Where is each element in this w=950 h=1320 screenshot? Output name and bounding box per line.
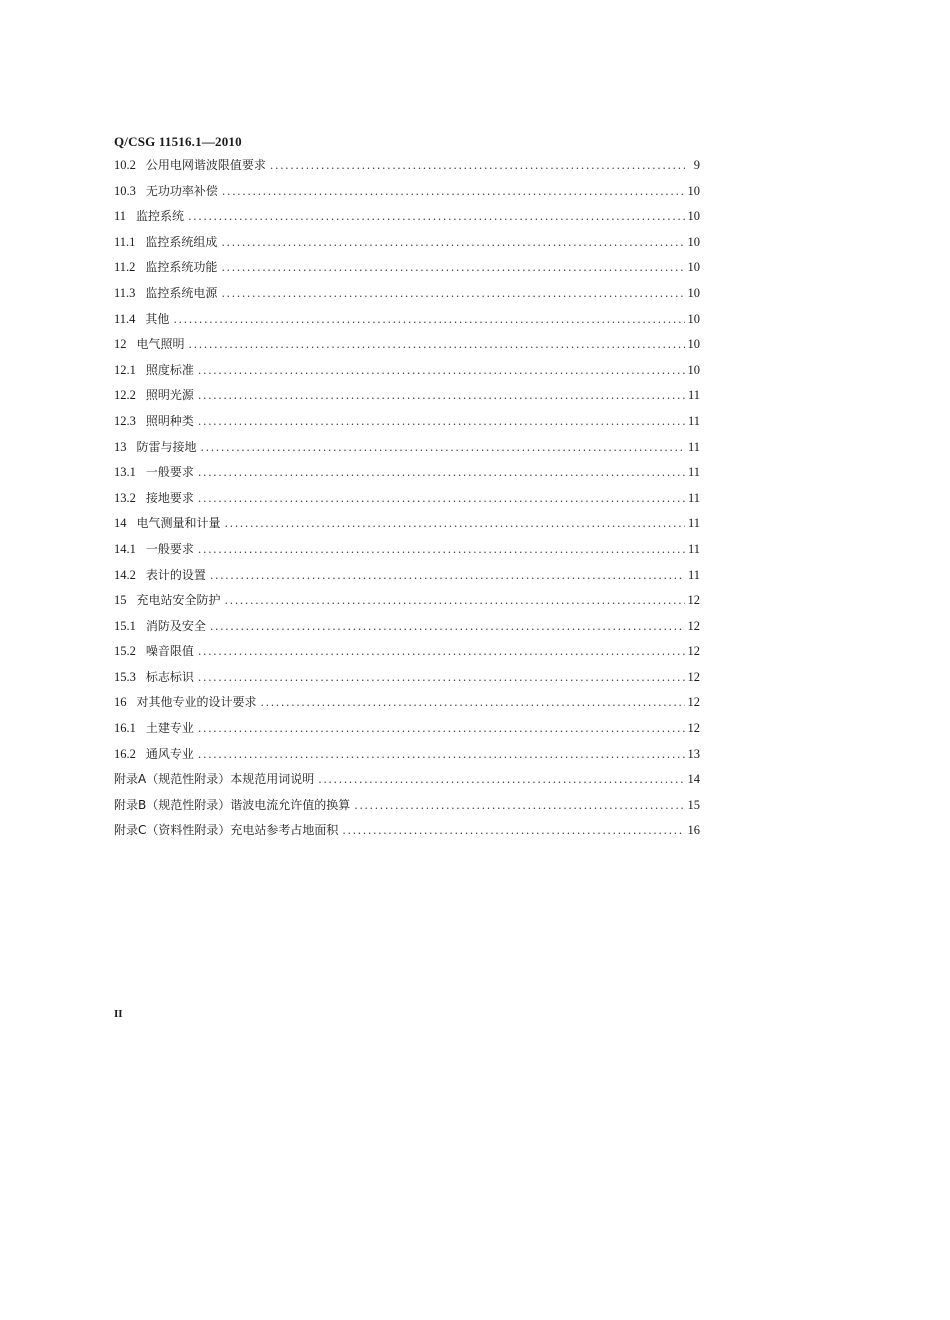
toc-entry-page: 13	[687, 746, 700, 761]
toc-leader-dots	[342, 818, 684, 844]
toc-entry-number: 16	[114, 695, 127, 710]
toc-entry[interactable]	[114, 742, 700, 768]
toc-entry-title: 照明光源	[145, 388, 194, 403]
toc-entry-number: 14	[114, 516, 127, 531]
toc-entry-label	[114, 793, 354, 819]
toc-entry-page: 11	[687, 490, 700, 505]
toc-entry-title: 监控系统	[136, 209, 185, 224]
toc-entry-number: 11.4	[114, 311, 136, 326]
toc-entry-label	[114, 716, 198, 742]
toc-leader-dots	[354, 793, 684, 819]
toc-entry-page: 10	[687, 285, 700, 300]
toc-entry-title: 其他	[145, 311, 170, 326]
toc-entry-page: 10	[687, 337, 700, 352]
toc-leader-dots	[261, 690, 685, 716]
page-number: II	[114, 1008, 123, 1020]
toc-leader-dots	[198, 716, 685, 742]
toc-entry-page: 9	[693, 158, 700, 172]
toc-leader-dots	[210, 614, 685, 640]
toc-entry-title: 公用电网谐波限值要求	[145, 158, 266, 172]
toc-entry[interactable]	[114, 435, 700, 461]
toc-entry-number: 11	[114, 209, 127, 224]
toc-entry-number: 12	[114, 337, 127, 352]
toc-entry-title: 附录B（规范性附录）谐波电流允许值的换算	[114, 797, 351, 812]
toc-entry[interactable]	[114, 153, 700, 179]
toc-entry-label	[114, 230, 221, 256]
toc-entry-label	[114, 358, 198, 384]
toc-entry-number: 12.2	[114, 388, 136, 403]
toc-entry-number: 12.1	[114, 362, 136, 377]
toc-leader-dots	[318, 767, 684, 793]
toc-entry-page: 11	[687, 516, 700, 531]
toc-leader-dots	[221, 230, 684, 256]
toc-entry-page: 10	[687, 311, 700, 326]
toc-entry-title: 一般要求	[145, 465, 194, 480]
toc-entry-number: 13.2	[114, 490, 136, 505]
toc-leader-dots	[188, 204, 684, 230]
toc-entry-number: 12.3	[114, 413, 136, 428]
toc-entry-label	[114, 486, 198, 512]
toc-entry[interactable]	[114, 767, 700, 793]
toc-entry-page: 10	[687, 209, 700, 224]
toc-entry-title: 标志标识	[145, 669, 194, 684]
toc-entry[interactable]	[114, 639, 700, 665]
toc-leader-dots	[173, 307, 684, 333]
toc-leader-dots	[221, 255, 684, 281]
toc-entry-title: 土建专业	[145, 721, 194, 736]
toc-entry-page: 12	[687, 593, 700, 608]
toc-entry-title: 监控系统组成	[145, 234, 218, 249]
toc-leader-dots	[198, 486, 685, 512]
toc-entry-page: 12	[687, 669, 700, 684]
toc-leader-dots	[198, 460, 685, 486]
toc-entry[interactable]	[114, 614, 700, 640]
toc-entry-title: 接地要求	[145, 490, 194, 505]
toc-entry[interactable]	[114, 307, 700, 333]
toc-entry-number: 11.2	[114, 260, 136, 275]
toc-entry-label	[114, 563, 210, 589]
toc-entry[interactable]	[114, 409, 700, 435]
toc-entry-label	[114, 742, 198, 768]
toc-entry-label	[114, 179, 222, 205]
toc-leader-dots	[225, 511, 685, 537]
toc-entry-title: 噪音限值	[145, 644, 194, 659]
toc-leader-dots	[201, 435, 685, 461]
table-of-contents	[114, 153, 700, 844]
toc-leader-dots	[270, 153, 685, 179]
toc-entry-title: 表计的设置	[145, 567, 206, 582]
toc-entry[interactable]	[114, 563, 700, 589]
toc-entry-page: 11	[687, 541, 700, 556]
toc-leader-dots	[198, 409, 685, 435]
toc-entry-number: 11.3	[114, 285, 136, 300]
toc-entry-label	[114, 537, 198, 563]
toc-entry[interactable]	[114, 204, 700, 230]
toc-entry-title: 电气照明	[136, 337, 185, 352]
toc-leader-dots	[210, 563, 685, 589]
toc-entry-page: 11	[687, 439, 700, 454]
toc-entry[interactable]	[114, 486, 700, 512]
toc-entry[interactable]	[114, 332, 700, 358]
toc-entry-label	[114, 818, 342, 844]
toc-entry[interactable]	[114, 179, 700, 205]
toc-entry-page: 15	[687, 797, 700, 812]
toc-leader-dots	[198, 383, 685, 409]
toc-entry-title: 无功功率补偿	[145, 183, 218, 198]
toc-leader-dots	[189, 332, 685, 358]
toc-entry-label	[114, 511, 225, 537]
toc-entry-label	[114, 588, 225, 614]
toc-leader-dots	[221, 281, 684, 307]
toc-entry-title: 通风专业	[145, 746, 194, 761]
toc-entry-title: 监控系统功能	[145, 260, 218, 275]
toc-entry-number: 15	[114, 593, 127, 608]
toc-leader-dots	[198, 537, 685, 563]
toc-entry[interactable]	[114, 690, 700, 716]
toc-entry[interactable]	[114, 588, 700, 614]
toc-entry-page: 14	[687, 772, 700, 787]
toc-entry-label	[114, 383, 198, 409]
toc-entry-number: 16.1	[114, 721, 136, 736]
toc-entry[interactable]	[114, 281, 700, 307]
toc-entry-title: 照明种类	[145, 413, 194, 428]
toc-entry-label	[114, 307, 173, 333]
toc-entry-page: 16	[687, 823, 700, 838]
toc-entry-page: 11	[687, 465, 700, 480]
toc-entry-page: 12	[687, 618, 700, 633]
toc-entry-label	[114, 153, 270, 179]
toc-entry[interactable]	[114, 818, 700, 844]
toc-entry[interactable]	[114, 665, 700, 691]
toc-entry-title: 对其他专业的设计要求	[136, 695, 257, 710]
toc-entry-label	[114, 460, 198, 486]
toc-leader-dots	[198, 665, 685, 691]
toc-entry-label	[114, 690, 261, 716]
toc-entry-page: 10	[687, 234, 700, 249]
toc-entry-label	[114, 614, 210, 640]
toc-entry-label	[114, 665, 198, 691]
toc-entry-label	[114, 767, 318, 793]
toc-entry-title: 监控系统电源	[145, 285, 218, 300]
toc-entry-number: 16.2	[114, 746, 136, 761]
toc-entry[interactable]	[114, 793, 700, 819]
toc-entry-title: 照度标准	[145, 362, 194, 377]
toc-entry-title: 消防及安全	[145, 618, 206, 633]
toc-entry-number: 15.3	[114, 669, 136, 684]
toc-entry-number: 10.3	[114, 183, 136, 198]
toc-entry-page: 10	[687, 362, 700, 377]
toc-entry-label	[114, 255, 221, 281]
toc-entry-number: 10.2	[114, 158, 136, 172]
toc-entry-label	[114, 204, 188, 230]
toc-entry-number: 13	[114, 439, 127, 454]
toc-entry-number: 15.1	[114, 618, 136, 633]
toc-entry-number: 14.1	[114, 541, 136, 556]
toc-entry-label	[114, 332, 189, 358]
toc-entry[interactable]	[114, 230, 700, 256]
toc-entry-title: 充电站安全防护	[136, 593, 221, 608]
toc-entry-title: 附录C（资料性附录）充电站参考占地面积	[114, 823, 339, 838]
toc-entry-label	[114, 435, 201, 461]
toc-entry-title: 电气测量和计量	[136, 516, 221, 531]
toc-entry-page: 11	[687, 413, 700, 428]
toc-entry-page: 10	[687, 260, 700, 275]
toc-entry[interactable]	[114, 255, 700, 281]
document-code: Q/CSG 11516.1—2010	[114, 134, 242, 149]
toc-entry-title: 一般要求	[145, 541, 194, 556]
toc-entry[interactable]	[114, 511, 700, 537]
toc-entry-title: 附录A（规范性附录）本规范用词说明	[114, 772, 315, 787]
toc-leader-dots	[198, 742, 685, 768]
toc-entry-number: 14.2	[114, 567, 136, 582]
toc-leader-dots	[198, 358, 685, 384]
toc-entry[interactable]	[114, 716, 700, 742]
toc-entry-page: 11	[687, 388, 700, 403]
toc-entry-page: 12	[687, 695, 700, 710]
toc-entry-number: 11.1	[114, 234, 136, 249]
toc-entry-page: 12	[687, 644, 700, 659]
toc-entry-number: 15.2	[114, 644, 136, 659]
toc-entry[interactable]	[114, 383, 700, 409]
toc-leader-dots	[225, 588, 685, 614]
toc-entry-number: 13.1	[114, 465, 136, 480]
toc-entry-page: 12	[687, 721, 700, 736]
toc-entry-label	[114, 281, 221, 307]
toc-entry[interactable]	[114, 460, 700, 486]
toc-leader-dots	[198, 639, 685, 665]
toc-entry-page: 10	[687, 183, 700, 198]
toc-entry[interactable]	[114, 537, 700, 563]
toc-entry[interactable]	[114, 358, 700, 384]
toc-entry-label	[114, 639, 198, 665]
toc-entry-page: 11	[687, 567, 700, 582]
toc-leader-dots	[222, 179, 685, 205]
toc-entry-label	[114, 409, 198, 435]
toc-entry-title: 防雷与接地	[136, 439, 197, 454]
